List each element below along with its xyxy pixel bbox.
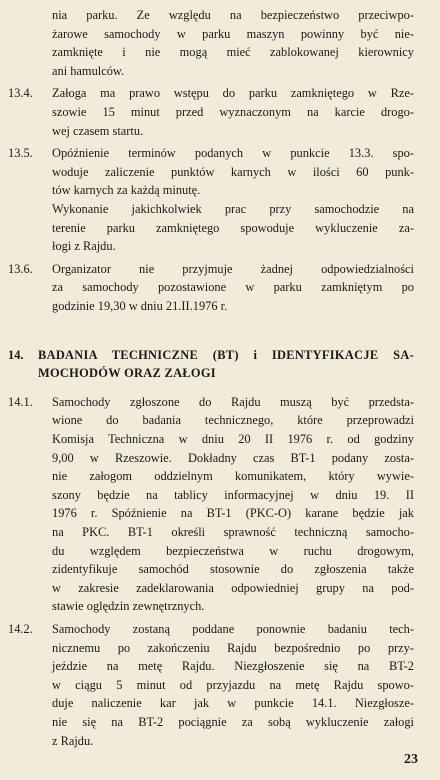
text-line: du względem bezpieczeństwa w ruchu drogowym, xyxy=(52,543,414,558)
text-line: nie załogom oddzielnym komunikatem, który wywie- xyxy=(52,469,414,484)
text-line: terenie parku zamkniętego spowoduje wykluczenie za- xyxy=(52,220,414,235)
text-line: ani hamulców. xyxy=(52,63,125,78)
text-line: szony będzie na tablicy informacyjnej w dniu 19. II xyxy=(52,487,414,502)
text-line: nia parku. Ze względu na bezpieczeństwo przeciwpo- xyxy=(52,8,414,22)
text-line: stawie oględzin zewnętrznych. xyxy=(52,599,205,614)
text-line: nicznemu po zakończeniu Rajdu bezpośrednio po przy- xyxy=(52,640,414,655)
text-line: zidentyfikuje samochód stosownie do zgłoszenia także xyxy=(52,562,414,577)
text-line: Samochody zostaną poddane ponownie badaniu tech- xyxy=(52,622,414,636)
text-line: jeździe na metę Rajdu. Niezgłoszenie się na BT-2 xyxy=(52,659,414,674)
text-line: za samochody pozostawione w parku zamkniętym po xyxy=(52,280,414,295)
page-number: 23 xyxy=(404,752,418,767)
text-line: z Rajdu. xyxy=(52,733,94,748)
text-line: nie się na BT-2 pociągnie za sobą wykluczenie załogi xyxy=(52,715,414,729)
text-line: duje naliczenie kar jak w punkcie 14.1. Niezgłosze- xyxy=(52,696,414,711)
clause-number: 14.2. xyxy=(8,622,33,636)
text-line: szowie 15 minut przed wyznaczonym na karcie drogo- xyxy=(52,105,414,119)
text-line: łogi z Rajdu. xyxy=(52,239,116,254)
text-line: 1976 r. Spóźnienie na BT-1 (PKC-O) karane będzie jak xyxy=(52,506,414,521)
text-line: 9,00 w Rzeszowie. Dokładny czas BT-1 podany zosta- xyxy=(52,450,414,465)
clause-number: 13.6. xyxy=(8,261,33,276)
text-line: wione do badania technicznego, które przeprowadzi xyxy=(52,413,414,428)
text-line: Organizator nie przyjmuje żadnej odpowiedzialności xyxy=(52,261,414,276)
section-title-line: MOCHODÓW ORAZ ZAŁOGI xyxy=(38,366,216,381)
text-line: godzinie 19,30 w dniu 21.II.1976 r. xyxy=(52,299,228,313)
clause-number: 14.1. xyxy=(8,394,33,409)
text-line: Komisja Techniczna w dniu 20 II 1976 r. od godziny xyxy=(52,432,414,446)
section-title-line: BADANIA TECHNICZNE (BT) i IDENTYFIKACJE SA- xyxy=(38,347,414,362)
clause-number: 13.4. xyxy=(8,86,33,101)
text-line: żarowe samochody w parku maszyn powinny być nie- xyxy=(52,26,414,41)
text-line: Opóźnienie terminów podanych w punkcie 13.3. spo- xyxy=(52,146,414,161)
section-number: 14. xyxy=(8,347,24,362)
text-line: w ciągu 5 minut od przyjazdu na metę Rajdu spowo- xyxy=(52,677,414,692)
text-line: Załoga ma prawo wstępu do parku zamkniętego w Rze- xyxy=(52,86,414,101)
text-line: wej czasem startu. xyxy=(52,123,144,138)
text-line: Samochody zgłoszone do Rajdu muszą być przedsta- xyxy=(52,394,414,409)
text-line: tów karnych za każdą minutę. xyxy=(52,183,201,198)
text-line: w zakresie zadeklarowania odpowiedniej grupy na pod- xyxy=(52,580,414,595)
text-line: Wykonanie jakichkolwiek prac przy samochodzie na xyxy=(52,202,414,216)
text-line: na PKC. BT-1 określi sprawność techniczną samocho- xyxy=(52,525,414,539)
clause-number: 13.5. xyxy=(8,146,33,161)
text-line: zamknięte i nie mogą mieć zablokowanej kierownicy xyxy=(52,45,414,60)
text-line: woduje zaliczenie punktów karnych w ilości 60 punk- xyxy=(52,164,414,179)
